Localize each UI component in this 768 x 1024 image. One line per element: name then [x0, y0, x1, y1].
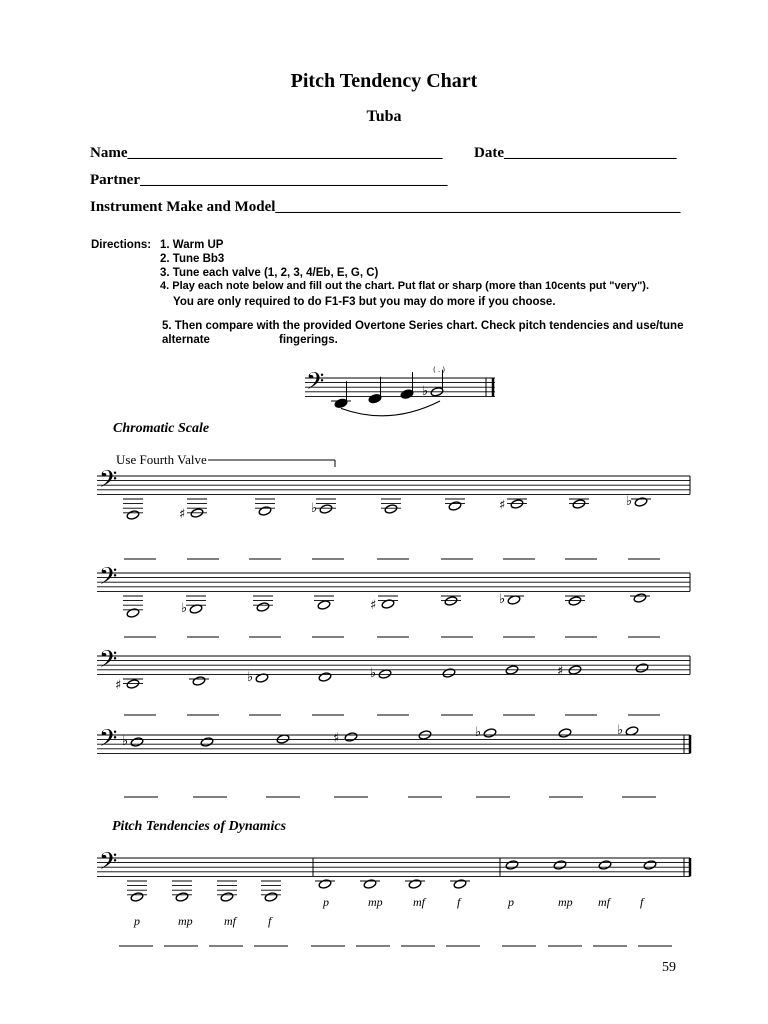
dynamic-mark: p	[134, 914, 140, 928]
bass-clef: 𝄢	[99, 562, 118, 596]
sharp-accidental: ♯	[115, 678, 122, 693]
note-head	[400, 389, 414, 400]
direction-item: fingerings.	[279, 334, 338, 346]
page-number: 59	[662, 960, 676, 975]
fermata-mark: ( . )	[433, 366, 446, 374]
note-head	[442, 668, 456, 679]
note-head	[598, 860, 612, 871]
note-head	[483, 728, 497, 739]
direction-item: alternate	[162, 334, 210, 346]
sharp-accidental: ♯	[557, 664, 564, 679]
flat-accidental: ♭	[181, 601, 188, 616]
chromatic-scale-heading: Chromatic Scale	[113, 421, 210, 436]
note-head	[200, 737, 214, 748]
note-head	[256, 602, 270, 613]
sharp-accidental: ♯	[179, 507, 186, 522]
sharp-accidental: ♯	[333, 731, 340, 746]
sharp-accidental: ♯	[499, 498, 506, 513]
flat-accidental: ♭	[122, 734, 129, 749]
note-head	[264, 892, 278, 903]
note-head	[130, 892, 144, 903]
direction-item: 2. Tune Bb3	[160, 253, 225, 265]
note-head	[635, 663, 649, 674]
dynamic-mark: mf	[413, 895, 425, 909]
slur	[341, 401, 440, 416]
bass-clef: 𝄢	[99, 465, 118, 499]
note-head	[558, 728, 572, 739]
direction-item: 4. Play each note below and fill out the chart. Put flat or sharp (more than 10cents put "very").	[160, 280, 650, 292]
direction-item: 1. Warm UP	[160, 239, 224, 251]
dynamic-mark: mf	[598, 895, 610, 909]
dynamic-mark: mp	[368, 895, 383, 909]
note-head	[126, 510, 140, 521]
note-head	[334, 398, 348, 409]
note-head	[505, 860, 519, 871]
note-head	[192, 676, 206, 687]
instrument-field[interactable]: Instrument Make and Model______________________________________________________	[90, 199, 681, 215]
dynamic-mark: f	[457, 895, 461, 909]
note-head	[633, 593, 647, 604]
note-head	[553, 860, 567, 871]
dynamic-mark: p	[508, 895, 514, 909]
page-subtitle: Tuba	[366, 108, 402, 125]
note-head	[453, 879, 467, 890]
bass-clef: 𝄢	[99, 847, 118, 881]
flat-accidental: ♭	[311, 501, 318, 516]
note-head	[344, 732, 358, 743]
flat-accidental: ♭	[475, 725, 482, 740]
flat-accidental: ♭	[499, 592, 506, 607]
page-title: Pitch Tendency Chart	[290, 70, 478, 92]
note-head	[408, 879, 422, 890]
partner-field[interactable]: Partner_________________________________________	[90, 172, 448, 188]
dynamics-heading: Pitch Tendencies of Dynamics	[112, 819, 287, 834]
direction-item: You are only required to do F1-F3 but you may do more if you choose.	[173, 296, 556, 308]
flat-accidental: ♭	[422, 383, 429, 399]
direction-item: 3. Tune each valve (1, 2, 3, 4/Eb, E, G, C)	[160, 267, 379, 279]
dynamic-mark: mp	[178, 914, 193, 928]
note-head	[317, 600, 331, 611]
bass-clef: 𝄢	[99, 645, 118, 679]
fourth-valve-label: Use Fourth Valve	[116, 452, 207, 467]
note-head	[126, 608, 140, 619]
note-head	[220, 892, 234, 903]
dynamic-mark: mf	[224, 914, 236, 928]
note-head	[318, 879, 332, 890]
note-head	[363, 879, 377, 890]
sharp-accidental: ♯	[370, 598, 377, 613]
direction-item: 5. Then compare with the provided Overtone Series chart. Check pitch tendencies and use/tune	[162, 320, 684, 332]
note-head	[368, 393, 382, 404]
flat-accidental: ♭	[247, 670, 254, 685]
dynamic-mark: f	[268, 914, 272, 928]
name-field[interactable]: Name__________________________________________	[90, 145, 443, 161]
note-head	[448, 501, 462, 512]
date-field[interactable]: Date_______________________	[474, 145, 677, 161]
dynamic-mark: mp	[558, 895, 573, 909]
note-head	[258, 506, 272, 517]
note-head	[319, 504, 333, 515]
flat-accidental: ♭	[370, 666, 377, 681]
flat-accidental: ♭	[626, 494, 633, 509]
note-head	[175, 892, 189, 903]
note-head	[634, 497, 648, 508]
flat-accidental: ♭	[617, 723, 624, 738]
note-head	[384, 504, 398, 515]
dynamic-mark: f	[640, 895, 644, 909]
directions-label: Directions:	[91, 239, 152, 251]
note-head	[643, 860, 657, 871]
dynamic-mark: p	[323, 895, 329, 909]
bass-clef: 𝄢	[306, 367, 325, 401]
bass-clef: 𝄢	[99, 724, 118, 758]
note-head	[318, 672, 332, 683]
note-head	[130, 737, 144, 748]
